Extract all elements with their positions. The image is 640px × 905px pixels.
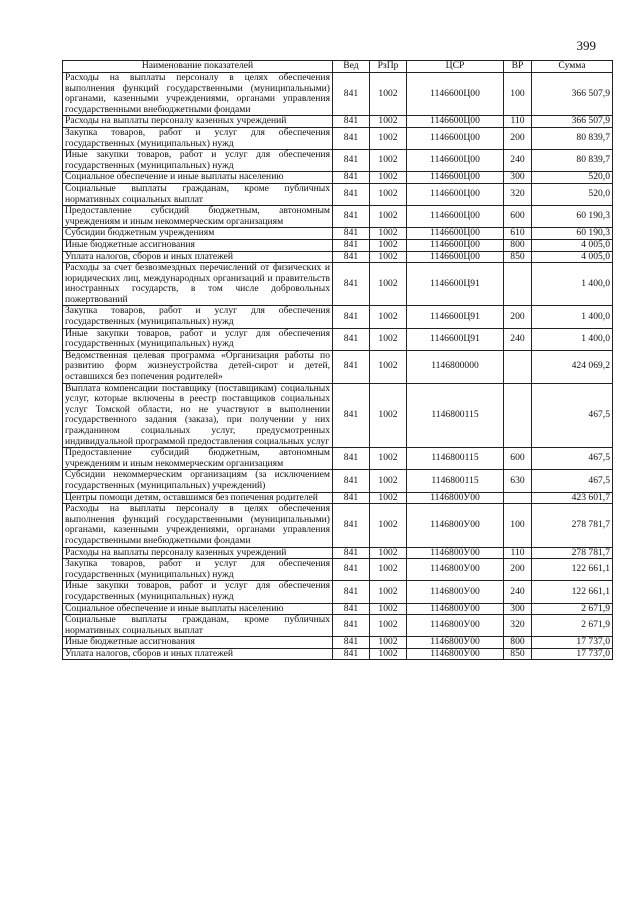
row-name-cell: Расходы на выплаты персоналу казенных учреждений — [63, 547, 333, 559]
row-csr-cell: 1146600Ц00 — [407, 127, 504, 149]
row-sum-cell: 424 069,2 — [532, 350, 613, 383]
row-ved-cell: 841 — [333, 239, 370, 251]
row-rzpr-cell: 1002 — [370, 306, 407, 328]
row-csr-cell: 1146800000 — [407, 350, 504, 383]
row-rzpr-cell: 1002 — [370, 470, 407, 492]
row-ved-cell: 841 — [333, 350, 370, 383]
row-vr-cell: 800 — [504, 239, 532, 251]
row-csr-cell: 1146800У00 — [407, 559, 504, 581]
row-vr-cell: 300 — [504, 172, 532, 184]
row-ved-cell: 841 — [333, 116, 370, 128]
row-rzpr-cell: 1002 — [370, 73, 407, 116]
row-vr-cell: 110 — [504, 547, 532, 559]
header-rzpr: РзПр — [370, 61, 407, 73]
table-row — [63, 470, 613, 492]
row-sum-cell: 2 671,9 — [532, 615, 613, 637]
row-csr-cell: 1146600Ц00 — [407, 150, 504, 172]
table-row — [63, 263, 613, 306]
row-sum-cell: 4 005,0 — [532, 251, 613, 263]
row-rzpr-cell: 1002 — [370, 615, 407, 637]
row-name-cell: Социальные выплаты гражданам, кроме публичных нормативных социальных выплат — [63, 183, 333, 205]
table-row — [63, 615, 613, 637]
row-rzpr-cell: 1002 — [370, 183, 407, 205]
row-rzpr-cell: 1002 — [370, 547, 407, 559]
row-name-cell: Уплата налогов, сборов и иных платежей — [63, 251, 333, 263]
row-rzpr-cell: 1002 — [370, 172, 407, 184]
row-rzpr-cell: 1002 — [370, 581, 407, 603]
row-csr-cell: 1146800У00 — [407, 547, 504, 559]
row-name-cell: Расходы на выплаты персоналу в целях обеспечения выполнения функций государственными (муниципальными) органами, казенными учреждениями, органами управления государственными внебюджетными фондами — [63, 504, 333, 547]
row-rzpr-cell: 1002 — [370, 116, 407, 128]
table-row — [63, 172, 613, 184]
header-sum: Сумма — [532, 61, 613, 73]
table-row — [63, 504, 613, 547]
row-csr-cell: 1146800У00 — [407, 615, 504, 637]
row-ved-cell: 841 — [333, 127, 370, 149]
row-name-cell: Социальное обеспечение и иные выплаты населению — [63, 603, 333, 615]
row-rzpr-cell: 1002 — [370, 239, 407, 251]
row-rzpr-cell: 1002 — [370, 637, 407, 649]
table-row — [63, 492, 613, 504]
row-rzpr-cell: 1002 — [370, 383, 407, 448]
row-ved-cell: 841 — [333, 470, 370, 492]
row-vr-cell: 100 — [504, 73, 532, 116]
row-ved-cell: 841 — [333, 150, 370, 172]
table-row — [63, 150, 613, 172]
row-rzpr-cell: 1002 — [370, 228, 407, 240]
row-rzpr-cell: 1002 — [370, 206, 407, 228]
row-sum-cell: 1 400,0 — [532, 306, 613, 328]
row-sum-cell: 1 400,0 — [532, 328, 613, 350]
table-row — [63, 581, 613, 603]
row-rzpr-cell: 1002 — [370, 492, 407, 504]
row-sum-cell: 366 507,9 — [532, 116, 613, 128]
row-ved-cell: 841 — [333, 615, 370, 637]
row-name-cell: Ведомственная целевая программа «Организация работы по развитию форм жизнеустройства детей-сирот и детей, оставшихся без попечения родителей» — [63, 350, 333, 383]
row-sum-cell: 17 737,0 — [532, 637, 613, 649]
table-header-row — [63, 61, 613, 73]
table-row — [63, 383, 613, 448]
table-row — [63, 116, 613, 128]
row-rzpr-cell: 1002 — [370, 328, 407, 350]
row-rzpr-cell: 1002 — [370, 504, 407, 547]
table-row — [63, 559, 613, 581]
row-sum-cell: 60 190,3 — [532, 206, 613, 228]
row-name-cell: Иные закупки товаров, работ и услуг для обеспечения государственных (муниципальных) нужд — [63, 150, 333, 172]
row-vr-cell: 800 — [504, 637, 532, 649]
row-sum-cell: 278 781,7 — [532, 547, 613, 559]
row-sum-cell: 80 839,7 — [532, 127, 613, 149]
row-vr-cell — [504, 263, 532, 306]
row-vr-cell — [504, 492, 532, 504]
row-rzpr-cell: 1002 — [370, 603, 407, 615]
table-row — [63, 183, 613, 205]
row-csr-cell: 1146600Ц91 — [407, 328, 504, 350]
table-row — [63, 648, 613, 660]
row-rzpr-cell: 1002 — [370, 559, 407, 581]
table-row — [63, 73, 613, 116]
row-sum-cell: 278 781,7 — [532, 504, 613, 547]
table-row — [63, 448, 613, 470]
header-ved: Вед — [333, 61, 370, 73]
row-name-cell: Расходы за счет безвозмездных перечислений от физических и юридических лиц, международных организаций и правительств иностранных государств, в том числе добровольных пожертвований — [63, 263, 333, 306]
row-name-cell: Уплата налогов, сборов и иных платежей — [63, 648, 333, 660]
row-ved-cell: 841 — [333, 183, 370, 205]
row-rzpr-cell: 1002 — [370, 648, 407, 660]
row-vr-cell: 610 — [504, 228, 532, 240]
row-vr-cell: 320 — [504, 183, 532, 205]
row-csr-cell: 1146600Ц00 — [407, 116, 504, 128]
row-sum-cell: 122 661,1 — [532, 581, 613, 603]
page-number: 399 — [576, 38, 596, 53]
row-sum-cell: 60 190,3 — [532, 228, 613, 240]
row-sum-cell: 467,5 — [532, 470, 613, 492]
row-ved-cell: 841 — [333, 172, 370, 184]
table-row — [63, 251, 613, 263]
row-vr-cell: 200 — [504, 127, 532, 149]
row-ved-cell: 841 — [333, 637, 370, 649]
table-row — [63, 127, 613, 149]
row-sum-cell: 1 400,0 — [532, 263, 613, 306]
table-body — [63, 73, 613, 660]
row-ved-cell: 841 — [333, 603, 370, 615]
row-name-cell: Иные бюджетные ассигнования — [63, 239, 333, 251]
row-ved-cell: 841 — [333, 328, 370, 350]
row-csr-cell: 1146800115 — [407, 383, 504, 448]
row-csr-cell: 1146600Ц00 — [407, 172, 504, 184]
row-name-cell: Предоставление субсидий бюджетным, автономным учреждениям и иным некоммерческим организациям — [63, 206, 333, 228]
row-ved-cell: 841 — [333, 263, 370, 306]
row-vr-cell: 110 — [504, 116, 532, 128]
row-ved-cell: 841 — [333, 383, 370, 448]
row-name-cell: Закупка товаров, работ и услуг для обеспечения государственных (муниципальных) нужд — [63, 559, 333, 581]
row-vr-cell: 850 — [504, 648, 532, 660]
row-name-cell: Закупка товаров, работ и услуг для обеспечения государственных (муниципальных) нужд — [63, 306, 333, 328]
row-rzpr-cell: 1002 — [370, 448, 407, 470]
row-sum-cell: 17 737,0 — [532, 648, 613, 660]
row-name-cell: Центры помощи детям, оставшимся без попечения родителей — [63, 492, 333, 504]
row-csr-cell: 1146800115 — [407, 448, 504, 470]
row-csr-cell: 1146600Ц00 — [407, 73, 504, 116]
budget-table — [62, 60, 613, 660]
row-csr-cell: 1146600Ц00 — [407, 251, 504, 263]
row-vr-cell: 320 — [504, 615, 532, 637]
row-csr-cell: 1146600Ц00 — [407, 228, 504, 240]
table-row — [63, 239, 613, 251]
row-vr-cell — [504, 383, 532, 448]
row-rzpr-cell: 1002 — [370, 150, 407, 172]
row-sum-cell: 520,0 — [532, 172, 613, 184]
row-name-cell: Закупка товаров, работ и услуг для обеспечения государственных (муниципальных) нужд — [63, 127, 333, 149]
row-ved-cell: 841 — [333, 492, 370, 504]
table-row — [63, 547, 613, 559]
row-ved-cell: 841 — [333, 206, 370, 228]
row-sum-cell: 520,0 — [532, 183, 613, 205]
table-row — [63, 206, 613, 228]
row-sum-cell: 122 661,1 — [532, 559, 613, 581]
row-vr-cell: 300 — [504, 603, 532, 615]
row-rzpr-cell: 1002 — [370, 263, 407, 306]
row-ved-cell: 841 — [333, 228, 370, 240]
row-vr-cell: 600 — [504, 448, 532, 470]
row-csr-cell: 1146600Ц91 — [407, 306, 504, 328]
table-row — [63, 306, 613, 328]
row-rzpr-cell: 1002 — [370, 350, 407, 383]
row-name-cell: Социальные выплаты гражданам, кроме публичных нормативных социальных выплат — [63, 615, 333, 637]
row-sum-cell: 4 005,0 — [532, 239, 613, 251]
table-row — [63, 228, 613, 240]
table-row — [63, 350, 613, 383]
row-vr-cell: 600 — [504, 206, 532, 228]
row-rzpr-cell: 1002 — [370, 127, 407, 149]
row-name-cell: Субсидии бюджетным учреждениям — [63, 228, 333, 240]
row-csr-cell: 1146800У00 — [407, 637, 504, 649]
row-sum-cell: 366 507,9 — [532, 73, 613, 116]
row-vr-cell: 200 — [504, 306, 532, 328]
row-csr-cell: 1146800У00 — [407, 504, 504, 547]
row-sum-cell: 2 671,9 — [532, 603, 613, 615]
row-vr-cell: 850 — [504, 251, 532, 263]
row-vr-cell: 240 — [504, 328, 532, 350]
row-vr-cell: 240 — [504, 581, 532, 603]
row-csr-cell: 1146600Ц91 — [407, 263, 504, 306]
row-name-cell: Выплата компенсации поставщику (поставщикам) социальных услуг, которые включены в реестр поставщиков социальных услуг Томской области, но не участвуют в выполнении государственного задания (заказа), при получении у них гражданином социальных услуг, предусмотренных индивидуальной программой предоставления социальных услуг — [63, 383, 333, 448]
row-name-cell: Иные бюджетные ассигнования — [63, 637, 333, 649]
row-csr-cell: 1146600Ц00 — [407, 183, 504, 205]
row-rzpr-cell: 1002 — [370, 251, 407, 263]
row-csr-cell: 1146800У00 — [407, 648, 504, 660]
row-sum-cell: 423 601,7 — [532, 492, 613, 504]
header-vr: ВР — [504, 61, 532, 73]
row-ved-cell: 841 — [333, 648, 370, 660]
row-vr-cell — [504, 350, 532, 383]
header-name: Наименование показателей — [63, 61, 333, 73]
row-name-cell: Социальное обеспечение и иные выплаты населению — [63, 172, 333, 184]
row-ved-cell: 841 — [333, 504, 370, 547]
row-csr-cell: 1146800У00 — [407, 603, 504, 615]
table-row — [63, 637, 613, 649]
row-ved-cell: 841 — [333, 448, 370, 470]
row-vr-cell: 240 — [504, 150, 532, 172]
row-csr-cell: 1146600Ц00 — [407, 206, 504, 228]
header-csr: ЦСР — [407, 61, 504, 73]
row-sum-cell: 80 839,7 — [532, 150, 613, 172]
row-vr-cell: 200 — [504, 559, 532, 581]
row-ved-cell: 841 — [333, 581, 370, 603]
row-vr-cell: 100 — [504, 504, 532, 547]
row-ved-cell: 841 — [333, 251, 370, 263]
row-csr-cell: 1146600Ц00 — [407, 239, 504, 251]
row-name-cell: Расходы на выплаты персоналу казенных учреждений — [63, 116, 333, 128]
row-sum-cell: 467,5 — [532, 383, 613, 448]
row-name-cell: Субсидии некоммерческим организациям (за исключением государственных (муниципальных) учреждений) — [63, 470, 333, 492]
row-name-cell: Предоставление субсидий бюджетным, автономным учреждениям и иным некоммерческим организациям — [63, 448, 333, 470]
row-vr-cell: 630 — [504, 470, 532, 492]
row-csr-cell: 1146800115 — [407, 470, 504, 492]
row-name-cell: Иные закупки товаров, работ и услуг для обеспечения государственных (муниципальных) нужд — [63, 328, 333, 350]
row-csr-cell: 1146800У00 — [407, 492, 504, 504]
row-ved-cell: 841 — [333, 559, 370, 581]
row-ved-cell: 841 — [333, 306, 370, 328]
table-row — [63, 603, 613, 615]
row-ved-cell: 841 — [333, 73, 370, 116]
row-ved-cell: 841 — [333, 547, 370, 559]
row-name-cell: Расходы на выплаты персоналу в целях обеспечения выполнения функций государственными (муниципальными) органами, казенными учреждениями, органами управления государственными внебюджетными фондами — [63, 73, 333, 116]
row-name-cell: Иные закупки товаров, работ и услуг для обеспечения государственных (муниципальных) нужд — [63, 581, 333, 603]
table-row — [63, 328, 613, 350]
row-csr-cell: 1146800У00 — [407, 581, 504, 603]
row-sum-cell: 467,5 — [532, 448, 613, 470]
